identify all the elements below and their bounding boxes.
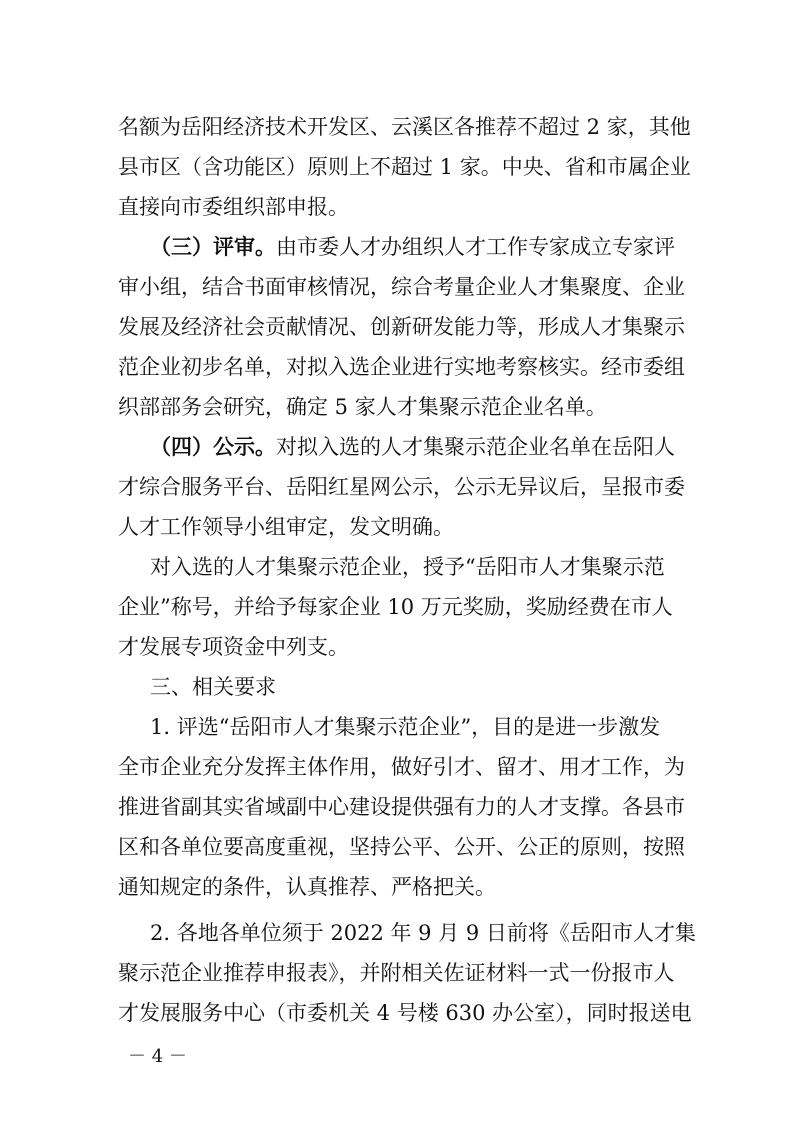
text: 人才工作领导小组审定，发文明确。 [118,515,454,539]
paragraph-line [0,192,793,222]
text: 全市企业充分发挥主体作用，做好引才、留才、用才工作，为 [118,755,685,779]
paragraph-line [0,792,793,822]
text: 由市委人才办组织人才工作专家成立专家评 [276,235,675,259]
paragraph-line [0,632,793,662]
paragraph-line [0,958,793,988]
paragraph-line [0,552,793,582]
text: 范企业初步名单，对拟入选企业进行实地考察核实。经市委组 [118,355,685,379]
paragraph-line [0,592,793,622]
text: 名额为岳阳经济技术开发区、云溪区各推荐不超过 2 家，其他 [118,115,691,139]
text: 织部部务会研究，确定 5 家人才集聚示范企业名单。 [118,395,607,419]
paragraph-line [0,872,793,902]
text: 才发展专项资金中列支。 [118,635,349,659]
text: 才综合服务平台、岳阳红星网公示，公示无异议后，呈报市委 [118,475,685,499]
text: 才发展服务中心（市委机关 4 号楼 630 办公室），同时报送电 [118,1001,692,1025]
text: 区和各单位要高度重视，坚持公平、公开、公正的原则，按照 [118,835,685,859]
page-number: － 4 － [128,1046,187,1067]
section-review-title: （三）评审。 [150,235,276,259]
text: 通知规定的条件，认真推荐、严格把关。 [118,875,496,899]
text: 发展及经济社会贡献情况、创新研发能力等，形成人才集聚示 [118,315,685,339]
paragraph-line [0,472,793,502]
text: 2. 各地各单位须于 2022 年 9 月 9 日前将《岳阳市人才集 [150,921,696,945]
text: 直接向市委组织部申报。 [118,195,349,219]
section-heading: 三、相关要求 [150,675,276,699]
paragraph-line [0,152,793,182]
paragraph-line [0,998,793,1028]
text: 对拟入选的人才集聚示范企业名单在岳阳人 [276,435,675,459]
paragraph-line [0,272,793,302]
text: 企业”称号，并给予每家企业 10 万元奖励，奖励经费在市人 [118,595,673,619]
text: 对入选的人才集聚示范企业，授予“岳阳市人才集聚示范 [150,555,665,579]
text: 聚示范企业推荐申报表》，并附相关佐证材料一式一份报市人 [118,961,675,985]
paragraph-line [0,512,793,542]
paragraph-line [0,352,793,382]
text: 审小组，结合书面审核情况，综合考量企业人才集聚度、企业 [118,275,685,299]
paragraph-line [0,918,793,948]
text: 县市区（含功能区）原则上不超过 1 家。中央、省和市属企业 [118,155,691,179]
paragraph-line [0,392,793,422]
paragraph-line [0,712,793,742]
paragraph-line [0,312,793,342]
section-publicity-first-line [0,432,793,462]
paragraph-line [0,832,793,862]
text: 1. 评选“岳阳市人才集聚示范企业”，目的是进一步激发 [150,715,661,739]
text: 推进省副其实省域副中心建设提供强有力的人才支撑。各县市 [118,795,685,819]
section-review-first-line [0,232,793,262]
section-heading-line [0,672,793,702]
section-publicity-title: （四）公示。 [150,435,276,459]
paragraph-line [0,112,793,142]
paragraph-line [0,752,793,782]
